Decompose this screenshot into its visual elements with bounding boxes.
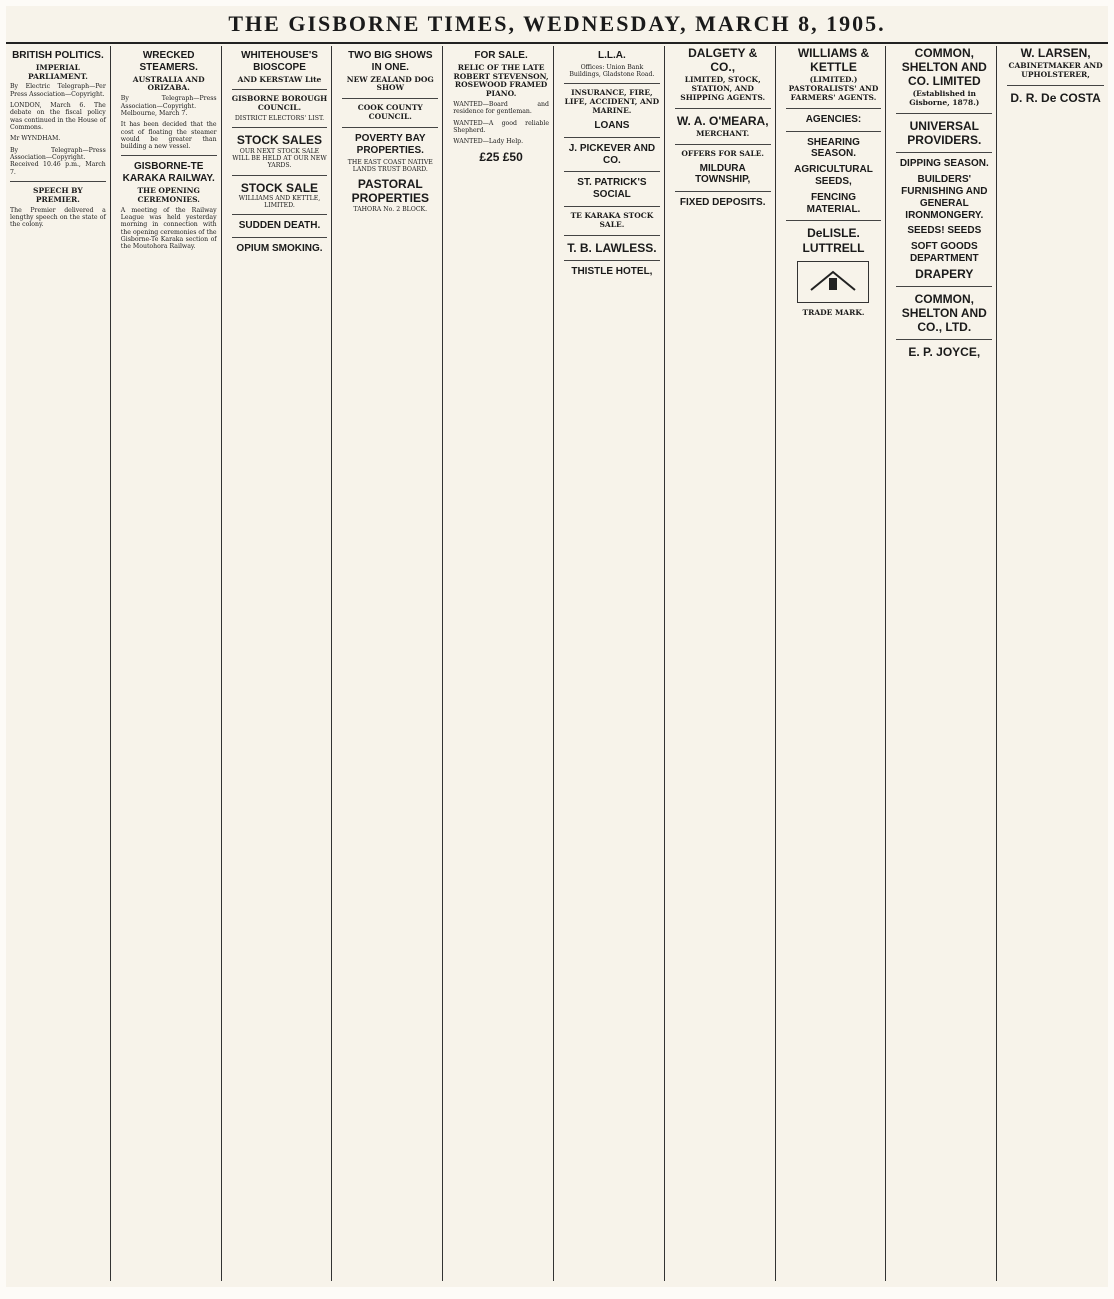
business-name: T. B. LAWLESS. — [567, 240, 657, 255]
divider — [564, 137, 660, 138]
drapery-heading: DRAPERY — [915, 266, 974, 281]
divider — [896, 286, 992, 287]
article-subhead: THE OPENING CEREMONIES. — [137, 186, 200, 204]
article-subhead: IMPERIAL PARLIAMENT. — [27, 62, 88, 81]
divider — [896, 152, 992, 153]
columns — [6, 46, 1108, 1281]
article-paragraph: It has been decided that the cost of floating the steamer would be greater than building a new vessel. — [120, 121, 217, 151]
divider — [232, 237, 328, 238]
divider — [564, 235, 660, 236]
agent-name: D. R. De COSTA — [1010, 90, 1101, 105]
article-headline: BRITISH POLITICS. — [12, 50, 104, 61]
business-name: E. P. JOYCE, — [908, 345, 981, 360]
article-paragraph: LONDON, March 6. The debate on the fiscal policy was continued in the House of Commons. — [10, 102, 106, 132]
divider — [232, 127, 328, 128]
business-subhead: CABINETMAKER AND UPHOLSTERER, — [1008, 61, 1103, 79]
fencing-heading: FENCING MATERIAL. — [806, 191, 861, 215]
deposits-heading: FIXED DEPOSITS. — [679, 197, 766, 209]
company-name: DALGETY & CO., — [688, 46, 758, 75]
divider — [10, 181, 106, 182]
hotel-heading: THISTLE HOTEL, — [571, 265, 653, 277]
column-8 — [782, 46, 887, 1281]
company-name: COMMON, SHELTON AND CO., LTD. — [901, 292, 987, 335]
divider — [786, 108, 882, 109]
notice-headline: COOK COUNTY COUNCIL. — [357, 103, 423, 122]
divider — [232, 89, 328, 90]
loans-heading: LOANS — [594, 119, 630, 131]
company-name: COMMON, SHELTON AND CO. LIMITED — [901, 46, 987, 89]
divider — [786, 131, 882, 132]
trade-mark-logo — [797, 261, 869, 303]
trade-mark-label: TRADE MARK. — [802, 307, 865, 317]
article-paragraph: By Electric Telegraph—Per Press Association—Copyright. — [10, 83, 106, 98]
divider — [564, 171, 660, 172]
merchant-name: W. A. O'MEARA, — [676, 113, 769, 128]
notice-headline: GISBORNE BOROUGH COUNCIL. — [231, 94, 328, 113]
notice-headline: TE KARAKA STOCK SALE. — [570, 210, 654, 229]
brand-name: DeLISLE. LUTTRELL — [802, 226, 865, 255]
classified-paragraph: WANTED—Board and residence for gentleman. — [453, 101, 549, 116]
ad-subhead: AND KERSTAW Lite — [237, 74, 322, 84]
divider — [675, 108, 771, 109]
company-name: WILLIAMS & KETTLE — [797, 46, 870, 75]
stock-sales-heading: STOCK SALES — [236, 133, 323, 148]
article-paragraph: The Premier delivered a lengthy speech on the state of the colony. — [10, 206, 106, 229]
article-paragraph: By Telegraph—Press Association—Copyright. Melbourne, March 7. — [120, 95, 217, 117]
masthead — [6, 6, 1108, 44]
pastoral-properties-heading: PASTORAL PROPERTIES — [351, 177, 429, 206]
company-subhead: (Established in Gisborne, 1878.) — [909, 89, 980, 108]
merchant-subhead: MERCHANT. — [696, 129, 750, 138]
divider — [675, 144, 771, 145]
stock-paragraph: OUR NEXT STOCK SALE WILL BE HELD AT OUR NEW YARDS. — [232, 147, 327, 170]
season-heading: SHEARING SEASON. — [807, 136, 860, 160]
article-subhead: AUSTRALIA AND ORIZABA. — [132, 74, 205, 93]
event-headline: ST. PATRICK'S SOCIAL — [577, 177, 647, 201]
seeds-heading: AGRICULTURAL SEEDS, — [794, 164, 873, 188]
article-paragraph: A meeting of the Railway League was held yesterday morning in connection with the opening ceremonies of the Gisborne-Te Karaka section of the Moutohora Railway. — [120, 206, 217, 251]
ad-paragraph: Offices: Union Bank Buildings, Gladstone Road. — [569, 63, 655, 79]
property-paragraph: THE EAST COAST NATIVE LANDS TRUST BOARD. — [347, 158, 433, 173]
column-5 — [449, 46, 554, 1281]
providers-heading: UNIVERSAL PROVIDERS. — [907, 119, 982, 148]
property-paragraph: TAHORA No. 2 BLOCK. — [353, 205, 428, 213]
divider — [342, 98, 438, 99]
article-headline: GISBORNE-TE KARAKA RAILWAY. — [122, 161, 215, 185]
season-heading: DIPPING SEASON. — [899, 158, 989, 170]
page-title: THE GISBORNE TIMES, WEDNESDAY, MARCH 8, 1905. — [228, 11, 886, 36]
article-subhead: SPEECH BY PREMIER. — [33, 185, 83, 204]
classified-paragraph: WANTED—A good reliable Shepherd. — [453, 119, 549, 135]
divider — [342, 127, 438, 128]
stock-sale-heading: STOCK SALE — [240, 180, 319, 195]
divider — [786, 220, 882, 221]
builders-heading: BUILDERS' FURNISHING AND GENERAL IRONMONGERY. — [901, 174, 988, 221]
agencies-heading: AGENCIES: — [805, 113, 862, 125]
seeds-heading: SEEDS! SEEDS — [907, 225, 982, 237]
insurance-heading: INSURANCE, FIRE, LIFE, ACCIDENT, AND MARINE. — [564, 88, 660, 116]
divider — [896, 113, 992, 114]
ad-headline: WHITEHOUSE'S BIOSCOPE — [241, 50, 318, 73]
article-headline: WRECKED STEAMERS. — [139, 50, 198, 73]
stock-paragraph: WILLIAMS AND KETTLE, LIMITED. — [238, 194, 321, 209]
divider — [564, 83, 660, 84]
ad-headline: TWO BIG SHOWS IN ONE. — [348, 50, 433, 73]
offer-heading: OFFERS FOR SALE. — [681, 148, 765, 158]
newspaper-page — [6, 6, 1108, 1287]
divider — [675, 191, 771, 192]
article-paragraph: By Telegraph—Press Association—Copyright. Received 10.46 p.m., March 7. — [10, 146, 106, 176]
article-headline: SUDDEN DEATH. — [238, 220, 321, 232]
classified-headline: FOR SALE. — [474, 50, 528, 61]
article-paragraph: Mr WYNDHAM. — [10, 135, 61, 143]
divider — [121, 155, 217, 156]
divider — [1007, 85, 1104, 86]
ad-headline: J. PICKEVER AND CO. — [568, 142, 656, 166]
divider — [564, 206, 660, 207]
column-3 — [228, 46, 333, 1281]
business-name: W. LARSEN, — [1020, 46, 1091, 60]
price-display: £25 £50 — [479, 149, 523, 164]
article-headline: OPIUM SMOKING. — [236, 243, 323, 255]
divider — [232, 214, 328, 215]
column-4 — [338, 46, 443, 1281]
township-heading: MILDURA TOWNSHIP, — [695, 162, 751, 186]
ad-headline: L.L.A. — [598, 50, 626, 61]
column-10 — [1003, 46, 1108, 1281]
soft-goods-heading: SOFT GOODS DEPARTMENT — [909, 241, 979, 265]
ad-subhead: NEW ZEALAND DOG SHOW — [346, 74, 434, 93]
column-2 — [117, 46, 222, 1281]
column-6 — [560, 46, 665, 1281]
divider — [564, 260, 660, 261]
classified-paragraph: WANTED—Lady Help. — [453, 138, 524, 146]
column-9 — [892, 46, 997, 1281]
divider — [232, 175, 328, 176]
column-1 — [6, 46, 111, 1281]
company-subhead: LIMITED, STOCK, STATION, AND SHIPPING AGENTS. — [680, 75, 766, 102]
column-7 — [671, 46, 776, 1281]
notice-paragraph: DISTRICT ELECTORS' LIST. — [234, 115, 325, 123]
company-subhead: (LIMITED.) PASTORALISTS' AND FARMERS' AGENTS. — [788, 75, 879, 102]
classified-subhead: RELIC OF THE LATE ROBERT STEVENSON, ROSEWOOD FRAMED PIANO. — [453, 62, 549, 99]
property-headline: POVERTY BAY PROPERTIES. — [354, 132, 426, 156]
divider — [896, 339, 992, 340]
